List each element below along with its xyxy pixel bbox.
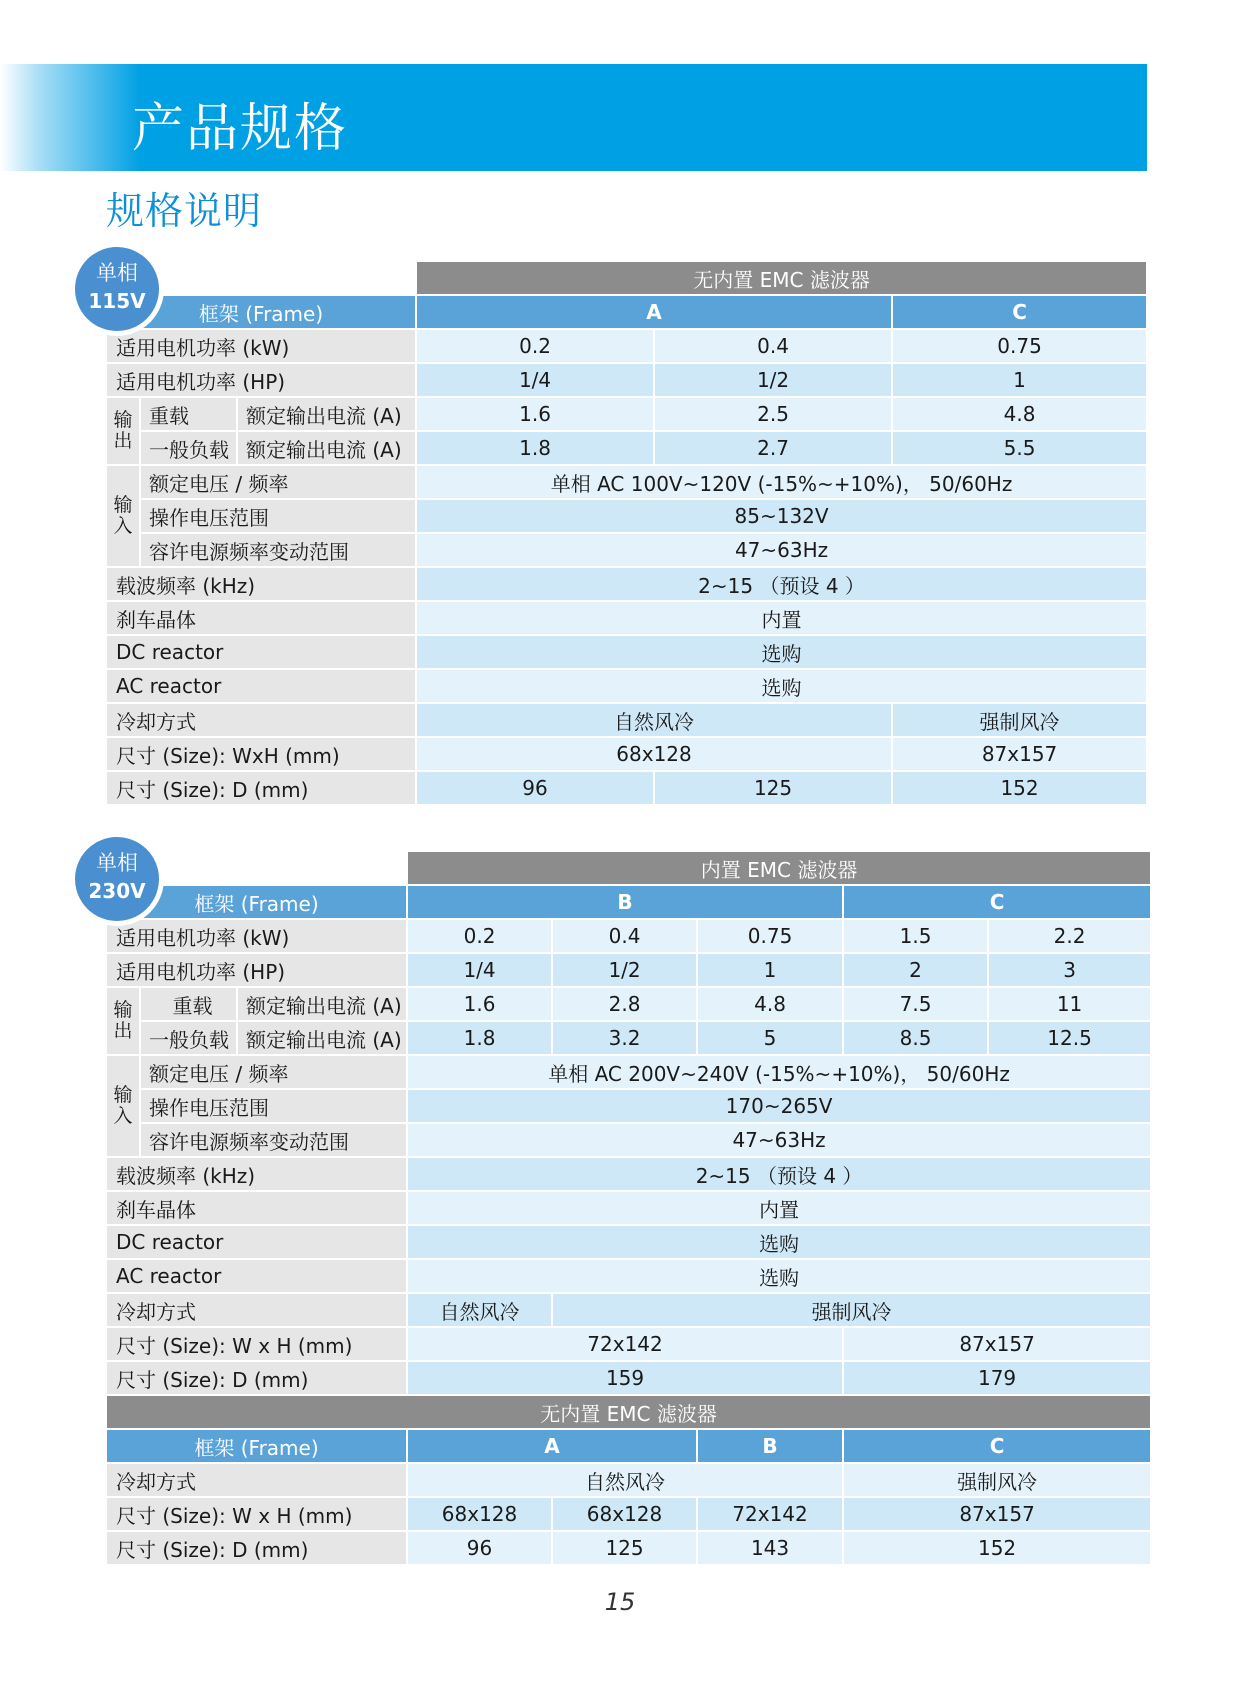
cell: 强制风冷 xyxy=(844,1464,1152,1498)
output-group-label xyxy=(107,398,141,466)
cell: 自然风冷 xyxy=(408,1294,553,1328)
page-number: 15 xyxy=(604,1588,636,1616)
frame-label: 框架 (Frame) xyxy=(107,296,417,330)
cell: 1/4 xyxy=(408,954,553,988)
row-label: 冷却方式 xyxy=(107,704,417,738)
row-label: 额定电压 / 频率 xyxy=(141,466,417,500)
table-row xyxy=(107,1294,1152,1328)
spec-table-115v xyxy=(107,262,1148,806)
cell: 0.75 xyxy=(698,920,844,954)
cell: 内置 xyxy=(417,602,1148,636)
table-row xyxy=(107,1192,1152,1226)
frame-c-header: C xyxy=(893,296,1148,330)
frame-b-header: B xyxy=(698,1430,844,1464)
table-row xyxy=(107,1532,1152,1566)
voltage-badge-230v xyxy=(70,832,164,926)
row-label: AC reactor xyxy=(107,670,417,704)
cell: 0.2 xyxy=(417,330,655,364)
cell: 单相 AC 100V~120V (-15%~+10%)， 50/60Hz xyxy=(417,466,1148,500)
row-label: 一般负载 xyxy=(141,432,238,466)
cell: 170~265V xyxy=(408,1090,1152,1124)
cell: 87x157 xyxy=(893,738,1148,772)
cell: 2.2 xyxy=(989,920,1152,954)
row-label: 尺寸 (Size): WxH (mm) xyxy=(107,738,417,772)
cell: 72x142 xyxy=(408,1328,844,1362)
frame-label: 框架 (Frame) xyxy=(107,886,408,920)
frame-label: 框架 (Frame) xyxy=(107,1430,408,1464)
cell: 3 xyxy=(989,954,1152,988)
frame-a-header: A xyxy=(408,1430,698,1464)
table-row xyxy=(107,1226,1152,1260)
row-label: 尺寸 (Size): D (mm) xyxy=(107,772,417,806)
cell: 1.5 xyxy=(844,920,989,954)
cell: 1.8 xyxy=(417,432,655,466)
row-label: 尺寸 (Size): D (mm) xyxy=(107,1362,408,1396)
cell: 内置 xyxy=(408,1192,1152,1226)
cell: 5 xyxy=(698,1022,844,1056)
section-title: 规格说明 xyxy=(106,189,263,233)
badge-voltage: 230V xyxy=(88,879,146,903)
table-row xyxy=(107,330,1148,364)
group-header: 无内置 EMC 滤波器 xyxy=(107,1396,1152,1430)
cell: 11 xyxy=(989,988,1152,1022)
row-label: 一般负载 xyxy=(141,1022,238,1056)
row-sublabel: 额定输出电流 (A) xyxy=(238,432,417,466)
cell: 1/4 xyxy=(417,364,655,398)
input-label-text: 输入 xyxy=(113,494,133,537)
row-label: 适用电机功率 (HP) xyxy=(107,364,417,398)
table-row xyxy=(107,704,1148,738)
row-label: 刹车晶体 xyxy=(107,1192,408,1226)
spec-table-230v xyxy=(107,852,1152,1566)
frame-b-header: B xyxy=(408,886,844,920)
cell: 1.6 xyxy=(408,988,553,1022)
row-label: 适用电机功率 (HP) xyxy=(107,954,408,988)
cell: 87x157 xyxy=(844,1328,1152,1362)
table-row xyxy=(107,1464,1152,1498)
table-row xyxy=(107,1056,1152,1090)
cell: 2~15 （预设 4 ） xyxy=(408,1158,1152,1192)
cell: 96 xyxy=(417,772,655,806)
table-row xyxy=(107,364,1148,398)
cell: 选购 xyxy=(408,1226,1152,1260)
row-label: 尺寸 (Size): W x H (mm) xyxy=(107,1498,408,1532)
row-label: 额定电压 / 频率 xyxy=(141,1056,408,1090)
row-label: 容许电源频率变动范围 xyxy=(141,534,417,568)
cell: 1.6 xyxy=(417,398,655,432)
row-sublabel: 额定输出电流 (A) xyxy=(238,988,408,1022)
cell: 72x142 xyxy=(698,1498,844,1532)
cell: 4.8 xyxy=(893,398,1148,432)
cell: 自然风冷 xyxy=(408,1464,844,1498)
cell: 1 xyxy=(893,364,1148,398)
row-label: DC reactor xyxy=(107,636,417,670)
row-label: AC reactor xyxy=(107,1260,408,1294)
row-label: 适用电机功率 (kW) xyxy=(107,330,417,364)
cell: 68x128 xyxy=(553,1498,698,1532)
row-label: 尺寸 (Size): W x H (mm) xyxy=(107,1328,408,1362)
table-row xyxy=(107,398,1148,432)
table-row xyxy=(107,670,1148,704)
cell: 2.5 xyxy=(655,398,893,432)
cell: 自然风冷 xyxy=(417,704,893,738)
row-label: 重载 xyxy=(141,988,238,1022)
cell: 1.8 xyxy=(408,1022,553,1056)
table-row xyxy=(107,988,1152,1022)
table-row xyxy=(107,920,1152,954)
cell: 选购 xyxy=(408,1260,1152,1294)
cell: 12.5 xyxy=(989,1022,1152,1056)
cell: 159 xyxy=(408,1362,844,1396)
table-row xyxy=(107,954,1152,988)
table-row xyxy=(107,602,1148,636)
cell: 47~63Hz xyxy=(417,534,1148,568)
cell: 143 xyxy=(698,1532,844,1566)
badge-voltage: 115V xyxy=(88,289,146,313)
cell: 0.4 xyxy=(655,330,893,364)
table-row xyxy=(107,636,1148,670)
cell: 选购 xyxy=(417,636,1148,670)
header-banner xyxy=(0,64,1147,171)
table-row xyxy=(107,432,1148,466)
output-group-label xyxy=(107,988,141,1056)
cell: 强制风冷 xyxy=(553,1294,1152,1328)
cell: 单相 AC 200V~240V (-15%~+10%)， 50/60Hz xyxy=(408,1056,1152,1090)
cell: 7.5 xyxy=(844,988,989,1022)
cell: 47~63Hz xyxy=(408,1124,1152,1158)
cell: 2.8 xyxy=(553,988,698,1022)
table-row xyxy=(107,1124,1152,1158)
cell: 68x128 xyxy=(417,738,893,772)
cell: 125 xyxy=(655,772,893,806)
cell: 152 xyxy=(893,772,1148,806)
voltage-badge-115v xyxy=(70,242,164,336)
row-label: 冷却方式 xyxy=(107,1464,408,1498)
table-row xyxy=(107,1022,1152,1056)
row-label: 操作电压范围 xyxy=(141,500,417,534)
page-title: 产品规格 xyxy=(132,99,349,159)
input-label-text: 输入 xyxy=(113,1084,133,1127)
row-label: 操作电压范围 xyxy=(141,1090,408,1124)
input-group-label xyxy=(107,1056,141,1158)
group-header: 内置 EMC 滤波器 xyxy=(408,852,1152,886)
cell: 4.8 xyxy=(698,988,844,1022)
cell: 179 xyxy=(844,1362,1152,1396)
row-label: 刹车晶体 xyxy=(107,602,417,636)
cell: 85~132V xyxy=(417,500,1148,534)
frame-c-header: C xyxy=(844,886,1152,920)
cell: 强制风冷 xyxy=(893,704,1148,738)
row-label: 冷却方式 xyxy=(107,1294,408,1328)
badge-phase: 单相 xyxy=(96,261,138,285)
cell: 125 xyxy=(553,1532,698,1566)
cell: 68x128 xyxy=(408,1498,553,1532)
table-row xyxy=(107,1090,1152,1124)
output-label-text: 输出 xyxy=(113,409,133,452)
cell: 0.4 xyxy=(553,920,698,954)
table-row xyxy=(107,738,1148,772)
cell: 87x157 xyxy=(844,1498,1152,1532)
table-row xyxy=(107,534,1148,568)
cell: 152 xyxy=(844,1532,1152,1566)
row-sublabel: 额定输出电流 (A) xyxy=(238,1022,408,1056)
output-label-text: 输出 xyxy=(113,999,133,1042)
table-row xyxy=(107,1328,1152,1362)
table-row xyxy=(107,772,1148,806)
input-group-label xyxy=(107,466,141,568)
badge-phase: 单相 xyxy=(96,851,138,875)
group-header: 无内置 EMC 滤波器 xyxy=(417,262,1148,296)
table-row xyxy=(107,1498,1152,1532)
row-label: 重载 xyxy=(141,398,238,432)
cell: 3.2 xyxy=(553,1022,698,1056)
frame-c-header: C xyxy=(844,1430,1152,1464)
row-label: 适用电机功率 (kW) xyxy=(107,920,408,954)
row-label: 容许电源频率变动范围 xyxy=(141,1124,408,1158)
row-label: DC reactor xyxy=(107,1226,408,1260)
cell: 1 xyxy=(698,954,844,988)
cell: 2.7 xyxy=(655,432,893,466)
table-row xyxy=(107,1362,1152,1396)
table-row xyxy=(107,1158,1152,1192)
cell: 2~15 （预设 4 ） xyxy=(417,568,1148,602)
cell: 8.5 xyxy=(844,1022,989,1056)
row-label: 尺寸 (Size): D (mm) xyxy=(107,1532,408,1566)
table-row xyxy=(107,500,1148,534)
frame-a-header: A xyxy=(417,296,893,330)
row-sublabel: 额定输出电流 (A) xyxy=(238,398,417,432)
cell: 2 xyxy=(844,954,989,988)
table-row xyxy=(107,568,1148,602)
cell: 5.5 xyxy=(893,432,1148,466)
cell: 0.75 xyxy=(893,330,1148,364)
row-label: 载波频率 (kHz) xyxy=(107,568,417,602)
cell: 96 xyxy=(408,1532,553,1566)
table-row xyxy=(107,1260,1152,1294)
cell: 选购 xyxy=(417,670,1148,704)
cell: 1/2 xyxy=(655,364,893,398)
cell: 0.2 xyxy=(408,920,553,954)
table-row xyxy=(107,466,1148,500)
cell: 1/2 xyxy=(553,954,698,988)
row-label: 载波频率 (kHz) xyxy=(107,1158,408,1192)
